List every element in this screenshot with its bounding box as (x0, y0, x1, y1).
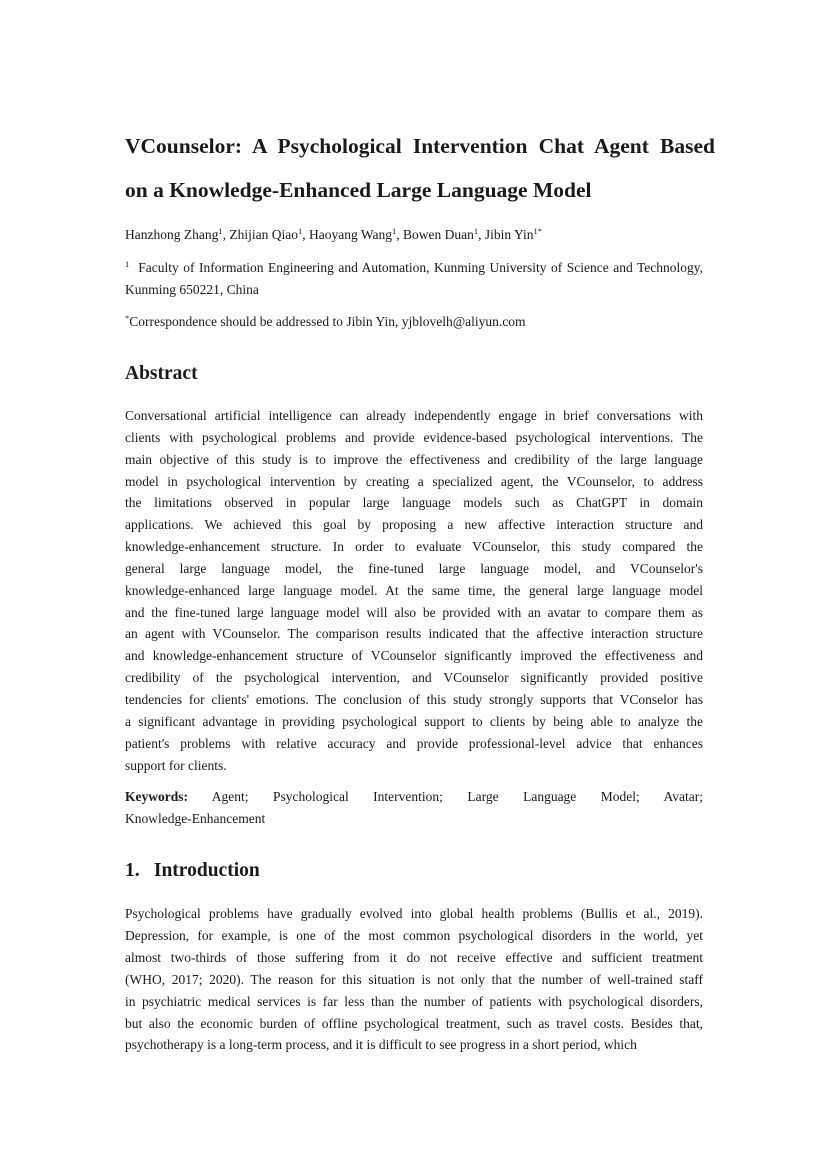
abstract-line: knowledge-enhanced large language model. At the same time, the general large language model (125, 582, 703, 598)
introduction-heading (125, 857, 260, 885)
author-name: Jibin Yin (484, 227, 534, 242)
paper-title (125, 124, 715, 212)
abstract-line: model in psychological intervention by creating a specialized agent, the VCounselor, to address (125, 473, 703, 489)
abstract-line: and the fine-tuned large language model will also be provided with an avatar to compare them as (125, 604, 703, 620)
author-separator: , (302, 227, 309, 242)
author-affiliation-marker: 1 (473, 226, 479, 236)
affiliation (125, 257, 703, 301)
keywords-text-continued: Knowledge-Enhancement (125, 811, 266, 826)
affiliation-text: Faculty of Information Engineering and Automation, Kunming University of Science and Technology, Kunming 650221, China (125, 260, 703, 297)
author-name: Hanzhong Zhang (125, 227, 219, 242)
title-line: VCounselor: A Psychological Intervention Chat Agent Based (125, 134, 715, 158)
abstract-line: general large language model, the fine-tuned large language model, and VCounselor's (125, 560, 703, 576)
abstract-line: applications. We achieved this goal by proposing a new affective interaction structure and (125, 517, 703, 533)
correspondence-text: Correspondence should be addressed to Jibin Yin, yjblovelh@aliyun.com (129, 314, 526, 329)
abstract-line: tendencies for clients' emotions. The conclusion of this study strongly supports that VConselor has (125, 691, 703, 707)
introduction-line: Depression, for example, is one of the most common psychological disorders in the world, yet (125, 927, 703, 943)
abstract-line: credibility of the psychological intervention, and VCounselor significantly provided positive (125, 670, 703, 686)
author-affiliation-marker: 1 (297, 226, 303, 236)
abstract-line: Conversational artificial intelligence can already independently engage in brief conversations with (125, 408, 703, 423)
author-affiliation-marker: 1 (392, 226, 397, 236)
abstract-line: patient's problems with relative accuracy and provide professional-level advice that enhances (125, 735, 703, 751)
keywords-line (125, 786, 703, 808)
section-number: 1. (125, 860, 140, 881)
introduction-line: Psychological problems have gradually evolved into global health problems (Bullis et al., 2019). (125, 906, 703, 921)
correspondence-marker: * (125, 313, 130, 323)
abstract-line: knowledge-enhancement structure. In order to evaluate VCounselor, this study compared the (125, 539, 703, 555)
keywords-label: Keywords: (125, 789, 188, 804)
author-affiliation-marker: 1 (218, 226, 223, 236)
introduction-line: almost two-thirds of those suffering from it do not receive effective and sufficient treatment (125, 949, 703, 965)
introduction-line: psychotherapy is a long-term process, and it is difficult to see progress in a short period, which (125, 1037, 637, 1053)
author-name: Zhijian Qiao (229, 227, 298, 242)
keywords-text: Agent; Psychological Intervention; Large Language Model; Avatar; (211, 789, 703, 804)
abstract-line: main objective of this study is to improve the effectiveness and credibility of the large language (125, 451, 703, 467)
author-name: Bowen Duan (403, 227, 474, 242)
abstract-heading: Abstract (125, 363, 198, 384)
abstract-line: support for clients. (125, 757, 227, 773)
author-affiliation-marker: 1* (533, 226, 543, 236)
author-separator: , (396, 227, 403, 242)
section-title: Introduction (153, 860, 260, 881)
correspondence (125, 311, 703, 333)
abstract-line: a significant advantage in providing psychological support to clients by being able to analyze the (125, 713, 703, 729)
abstract-body (125, 405, 703, 776)
introduction-line: in psychiatric medical services is far less than the number of patients with psychological disorders, (125, 993, 703, 1009)
introduction-line: but also the economic burden of offline psychological treatment, such as travel costs. Besides that, (125, 1015, 703, 1031)
affiliation-marker: 1 (125, 259, 130, 269)
title-line: on a Knowledge-Enhanced Large Language Model (125, 178, 592, 202)
author-list (125, 224, 705, 246)
keywords (125, 786, 703, 830)
author-name: Haoyang Wang (308, 227, 392, 242)
introduction-body (125, 903, 703, 1056)
abstract-line: the limitations observed in popular large language models such as ChatGPT in domain (125, 495, 703, 511)
abstract-line: clients with psychological problems and provide evidence-based psychological interventions. The (125, 429, 703, 445)
author-separator: , (222, 227, 230, 242)
author-separator: , (478, 227, 485, 242)
introduction-line: (WHO, 2017; 2020). The reason for this situation is not only that the number of well-trained staff (125, 971, 703, 987)
abstract-line: and knowledge-enhancement structure of VCounselor significantly improved the effectiveness and (125, 648, 703, 664)
abstract-line: an agent with VCounselor. The comparison results indicated that the affective interaction structure (125, 626, 703, 642)
